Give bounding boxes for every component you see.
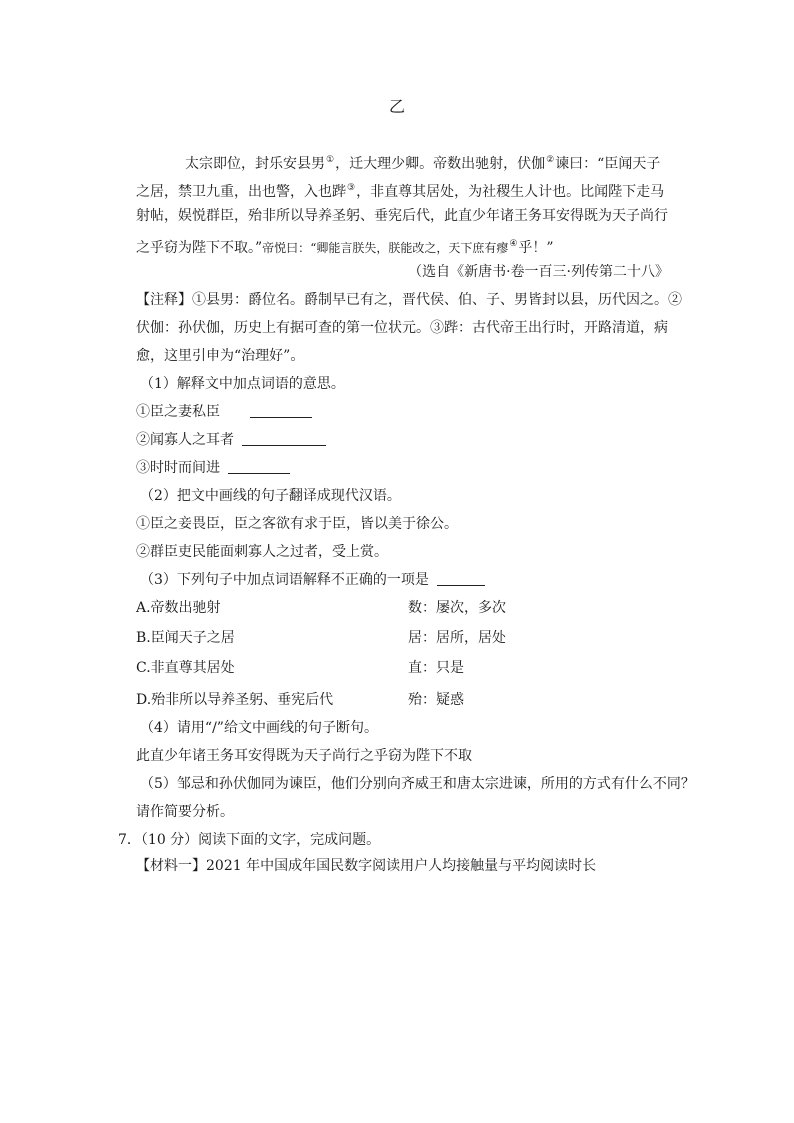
passage-text: 谏曰：“臣闻天子 (555, 156, 661, 172)
item-text: ①臣之妻私臣 (136, 404, 220, 420)
answer-blank[interactable] (242, 431, 326, 446)
question-5-stem: （5）邹忌和孙伏伽同为谏臣，他们分别向齐威王和唐太宗进谏，所用的方式有什么不同？ (140, 776, 695, 792)
footnote-marker-2: ② (546, 155, 555, 165)
option-explanation: 数：屡次，多次 (408, 600, 506, 616)
question-2-item-2: ②群臣吏民能面刺寡人之过者，受上赏。 (136, 544, 388, 560)
item-text: ③时时而间进 (136, 460, 220, 476)
notes-line-2: 伏伽：孙伏伽，历史上有据可查的第一位状元。③跸：古代帝王出行时，开路清道，病 (136, 320, 668, 336)
answer-blank[interactable] (228, 459, 290, 474)
footnote-marker-3: ③ (347, 183, 356, 193)
passage-text: ，迁大理少卿。帝数出驰射，伏伽 (335, 156, 546, 172)
option-sentence: C.非直尊其居处 (136, 660, 235, 676)
question-2-stem: （2）把文中画线的句子翻译成现代汉语。 (140, 488, 401, 504)
notes-line-3: 愈，这里引申为“治理好”。 (136, 348, 305, 364)
question-1-item-2 (136, 430, 326, 450)
option-sentence: B.臣闻天子之居 (136, 630, 235, 646)
passage-line-3: 射帖，娱悦群臣，殆非所以导养圣躬、垂宪后代，此直少年诸王务耳安得既为天子尚行 (136, 208, 668, 224)
stem-text: （3）下列句子中加点词语解释不正确的一项是 (140, 572, 429, 588)
passage-text: 之乎窃为陛下不取。” (136, 240, 263, 256)
material-1-title: 【材料一】2021 年中国成年国民数字阅读用户人均接触量与平均阅读时长 (136, 858, 597, 874)
question-2-item-1: ①臣之妾畏臣，臣之客欲有求于臣，皆以美于徐公。 (136, 516, 458, 532)
option-sentence: D.殆非所以导养圣躬、垂宪后代 (136, 692, 334, 708)
question-1-item-3 (136, 458, 290, 478)
passage-source: （选自《新唐书·卷一百三·列传第二十八》 (408, 264, 669, 280)
section-title: 乙 (388, 97, 405, 116)
option-c[interactable] (136, 658, 556, 678)
question-1-stem: （1）解释文中加点词语的意思。 (140, 376, 345, 392)
passage-text: 之居，禁卫九重，出也警，入也跸 (136, 184, 346, 200)
passage-line-4 (136, 234, 554, 258)
option-b[interactable] (136, 628, 556, 648)
question-3-stem (140, 570, 485, 590)
passage-text: 太宗即位，封乐安县男 (185, 156, 325, 172)
option-a[interactable] (136, 598, 556, 618)
passage-text: ，非直尊其居处，为社稷生人计也。比闻陛下走马 (356, 184, 665, 200)
question-4-stem: （4）请用“/”给文中画线的句子断句。 (140, 720, 378, 736)
option-d[interactable] (136, 690, 556, 710)
option-explanation: 居：居所，居处 (408, 630, 506, 646)
passage-text: “卿能言朕失，朕能改之，天下庶有瘳 (310, 241, 509, 255)
option-explanation: 殆：疑惑 (408, 692, 464, 708)
option-sentence: A.帝数出驰射 (136, 600, 221, 616)
question-1-item-1 (136, 402, 312, 422)
question-7-stem: 7．（10 分）阅读下面的文字，完成问题。 (118, 832, 381, 848)
item-text: ②闻寡人之耳者 (136, 432, 234, 448)
footnote-marker-4: ④ (509, 239, 518, 249)
passage-line-2 (136, 178, 664, 202)
passage-text: 帝悦曰： (262, 241, 311, 255)
question-4-sentence: 此直少年诸王务耳安得既为天子尚行之乎窃为陛下不取 (136, 748, 472, 764)
question-5-stem-cont: 请作简要分析。 (136, 804, 234, 820)
notes-line-1: 【注释】①县男：爵位名。爵制早已有之，晋代侯、伯、子、男皆封以县，历代因之。② (136, 292, 682, 308)
answer-blank[interactable] (250, 403, 312, 418)
footnote-marker-1: ① (326, 155, 335, 165)
option-explanation: 直：只是 (408, 660, 464, 676)
passage-text: 乎！” (518, 240, 554, 256)
passage-line-1 (185, 150, 660, 174)
answer-blank[interactable] (437, 571, 485, 586)
